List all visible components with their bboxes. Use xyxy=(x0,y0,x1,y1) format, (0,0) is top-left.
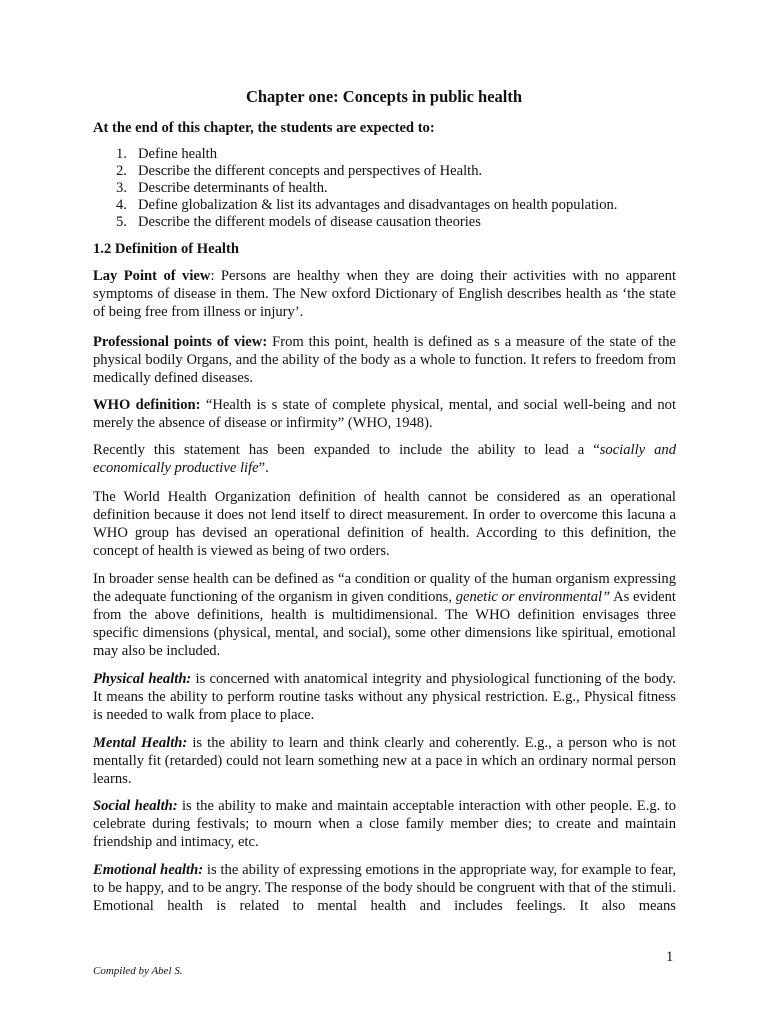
item-number: 4. xyxy=(116,197,127,213)
lead: Lay Point of view xyxy=(93,268,211,284)
item-number: 5. xyxy=(116,214,127,230)
objectives-list xyxy=(93,146,721,231)
body: Recently this statement has been expanded to include the ability to lead a “ xyxy=(93,442,600,458)
body: In broader sense health can be defined as “a condition or quality of the human organism expressing the adequate functioning of the organism in given conditions, xyxy=(93,571,676,605)
paragraph-lay xyxy=(93,267,676,321)
body: “Health is s state of complete physical, mental, and social well-being and not merely the absence of disease or infirmity” (WHO, 1948). xyxy=(93,397,677,431)
lead: WHO definition: xyxy=(93,397,201,413)
italic-quote: socially and economically productive life xyxy=(93,442,676,476)
paragraph-emotional xyxy=(93,861,676,915)
lead: Mental Health: xyxy=(93,735,188,751)
item-number: 1. xyxy=(116,146,127,162)
footer-credit: Compiled by Abel S. xyxy=(93,965,183,977)
lead: Emotional health: xyxy=(93,862,204,878)
list-item xyxy=(116,180,721,197)
body: is the ability to make and maintain acceptable interaction with other people. E.g. to celebrate during festivals; to mourn when a close family member dies; to create and maintain friendship and intimacy, etc. xyxy=(93,798,677,850)
body: is the ability of expressing emotions in the appropriate way, for example to fear, to be happy, and to be angry. The response of the body should be congruent with that of the stimuli. Emotional health is related to mental health and includes feelings. It also means xyxy=(93,862,676,914)
item-number: 2. xyxy=(116,163,127,179)
list-item xyxy=(116,214,721,231)
body: : Persons are healthy when they are doing their activities with no apparent symptoms of disease in them. The New oxford Dictionary of English describes health as ‘the state of being free from illness or injury’. xyxy=(93,268,676,320)
body-end: As evident from the above definitions, health is multidimensional. The WHO definition envisages three specific dimensions (physical, mental, and social), some other dimensions like spiritual, emotional may also be included. xyxy=(93,589,676,659)
chapter-title: Chapter one: Concepts in public health xyxy=(245,87,523,106)
italic-quote: genetic or environmental” xyxy=(455,589,611,605)
lead: Physical health: xyxy=(93,671,192,687)
paragraph-professional xyxy=(93,333,676,387)
paragraph-operational xyxy=(93,488,676,560)
body: The World Health Organization definition of health cannot be considered as an operational definition because it does not lend itself to direct measurement. In order to overcome this lacuna a WHO group has devised an operational definition of health. According to this definition, the concept of health is viewed as being of two orders. xyxy=(93,489,676,559)
page-number: 1 xyxy=(666,949,674,965)
paragraph-recently xyxy=(93,441,676,477)
item-number: 3. xyxy=(116,180,127,196)
item-text: Describe the different concepts and perspectives of Health. xyxy=(138,163,483,179)
item-text: Describe the different models of disease causation theories xyxy=(138,214,481,230)
body-end: ”. xyxy=(258,460,269,476)
item-text: Define health xyxy=(138,146,218,162)
paragraph-mental xyxy=(93,734,676,788)
section-heading: 1.2 Definition of Health xyxy=(93,241,239,257)
objectives-heading: At the end of this chapter, the students are expected to: xyxy=(93,120,435,136)
item-text: Describe determinants of health. xyxy=(138,180,328,196)
list-item xyxy=(116,197,721,214)
body: From this point, health is defined as s a measure of the state of the physical bodily Organs, and the ability of the body as a whole to function. It refers to freedom from medically defined diseases. xyxy=(93,334,676,386)
lead: Social health: xyxy=(93,798,178,814)
lead: Professional points of view: xyxy=(93,334,268,350)
paragraph-who xyxy=(93,396,676,432)
paragraph-physical xyxy=(93,670,676,724)
paragraph-broader xyxy=(93,570,676,660)
list-item xyxy=(116,163,721,180)
item-text: Define globalization & list its advantages and disadvantages on health population. xyxy=(138,197,618,213)
paragraph-social xyxy=(93,797,676,851)
body: is the ability to learn and think clearly and coherently. E.g., a person who is not mentally fit (retarded) could not learn something new at a pace in which an ordinary normal person learns. xyxy=(93,735,676,787)
list-item xyxy=(116,146,721,163)
body: is concerned with anatomical integrity and physiological functioning of the body. It means the ability to perform routine tasks without any physical restriction. E.g., Physical fitness is needed to walk from place to place. xyxy=(93,671,676,723)
